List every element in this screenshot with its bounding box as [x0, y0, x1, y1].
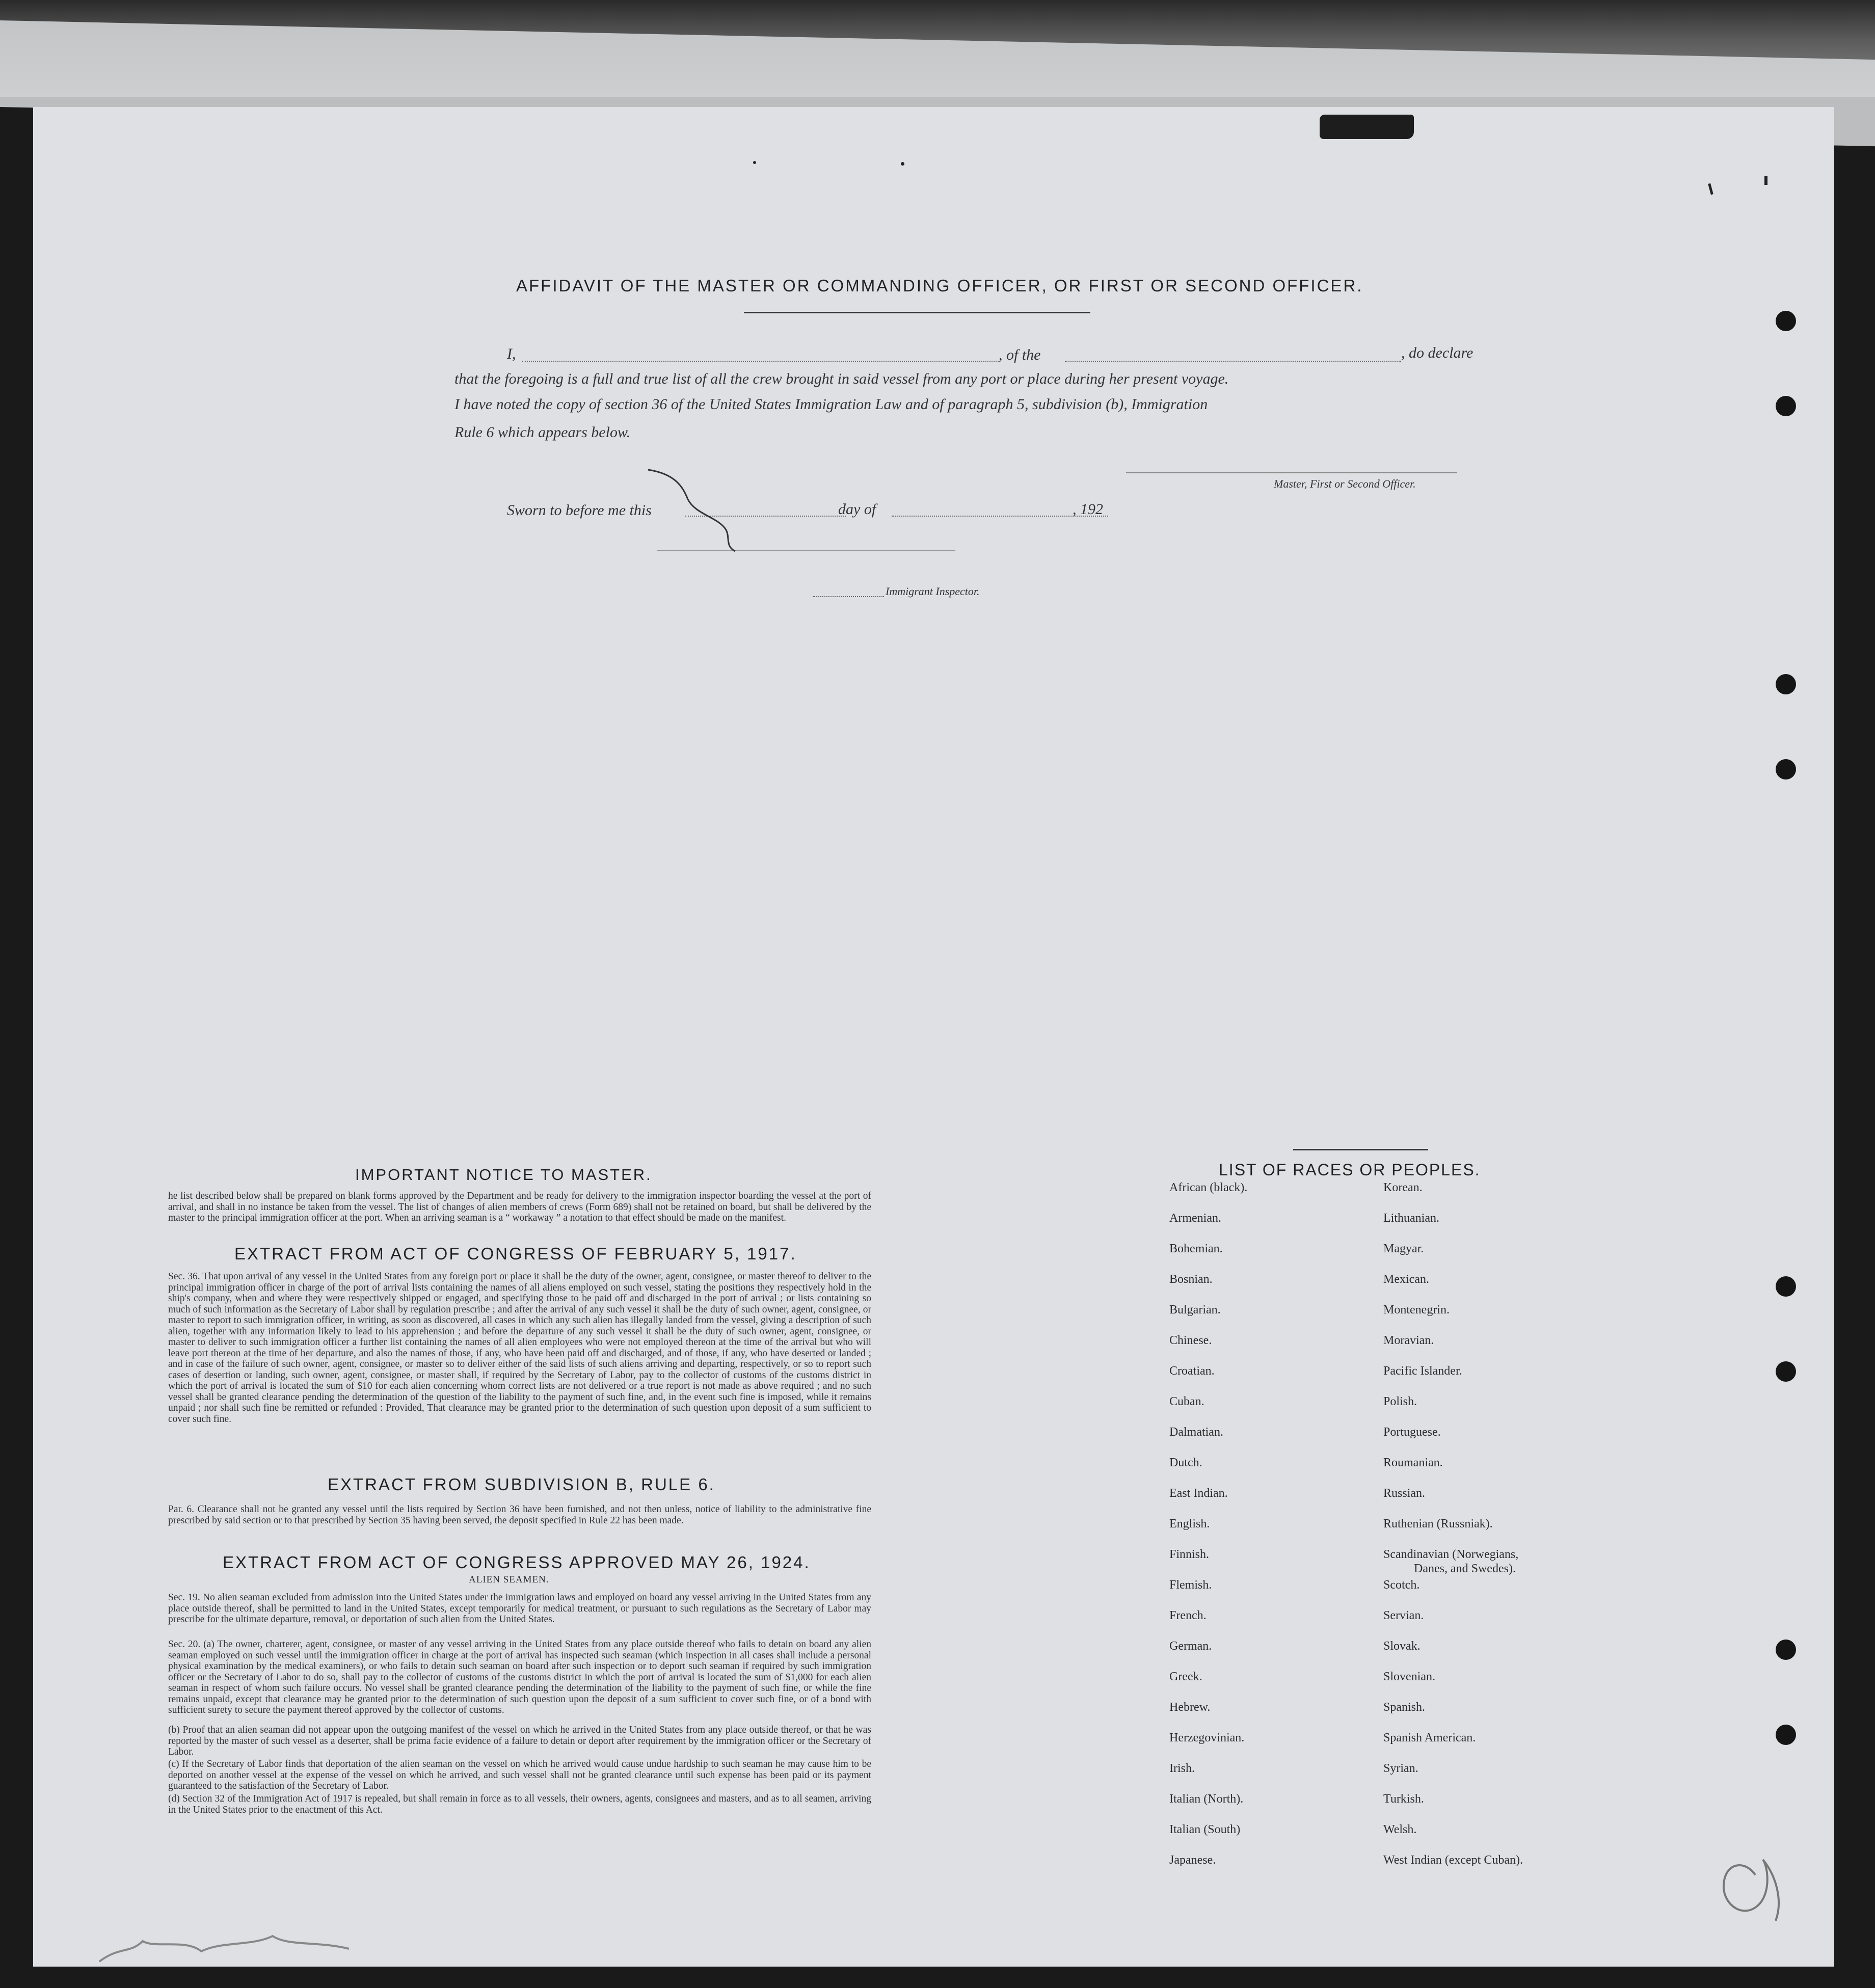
race-item: Greek. — [1169, 1670, 1202, 1683]
affiant-label: I, — [507, 345, 516, 362]
race-item: West Indian (except Cuban). — [1383, 1853, 1523, 1867]
race-item: Scandinavian (Norwegians, — [1383, 1548, 1519, 1561]
race-item: Slovak. — [1383, 1640, 1421, 1653]
race-item: Korean. — [1383, 1181, 1423, 1194]
declare-label: , do declare — [1401, 344, 1474, 361]
race-item: Magyar. — [1383, 1242, 1424, 1255]
subdivision-b-text: Par. 6. Clearance shall not be granted any vessel until the lists required by Section 36 have been furnished, and not then unless, notice of liability to the administrative fine prescribed by said section or to that prescribed by Section 35 having been served, the deposit specified in Rule 22 has been made. — [168, 1504, 871, 1526]
race-item: Croatian. — [1169, 1364, 1215, 1378]
sec-20d-text: (d) Section 32 of the Immigration Act of 1917 is repealed, but shall remain in force as to all vessels, their owners, agents, consignees and masters, and as to all seamen, arriving in the United States prior to the enactment of this Act. — [168, 1793, 871, 1815]
race-item: Spanish American. — [1383, 1731, 1476, 1744]
race-item: Cuban. — [1169, 1395, 1204, 1408]
race-item: Ruthenian (Russniak). — [1383, 1517, 1493, 1530]
race-item: African (black). — [1169, 1181, 1248, 1194]
master-signature-label: Master, First or Second Officer. — [1274, 477, 1416, 490]
race-item: Syrian. — [1383, 1762, 1418, 1775]
affidavit-title: AFFIDAVIT OF THE MASTER OR COMMANDING OFFICER, OR FIRST OR SECOND OFFICER. — [516, 276, 1363, 295]
race-item: Pacific Islander. — [1383, 1364, 1462, 1378]
race-item: Bohemian. — [1169, 1242, 1223, 1255]
race-item: Portuguese. — [1383, 1426, 1441, 1439]
subdivision-b-title: EXTRACT FROM SUBDIVISION B, RULE 6. — [328, 1475, 715, 1494]
vessel-label: , of the — [999, 346, 1041, 363]
race-item: Servian. — [1383, 1609, 1424, 1622]
affidavit-line-4: Rule 6 which appears below. — [454, 424, 631, 441]
affidavit-line-2: that the foregoing is a full and true list of all the crew brought in said vessel from any port or place during her present voyage. — [454, 370, 1229, 387]
race-item: Slovenian. — [1383, 1670, 1435, 1683]
sworn-label: Sworn to before me this — [507, 502, 652, 519]
race-item: Finnish. — [1169, 1548, 1210, 1561]
race-item: Roumanian. — [1383, 1456, 1443, 1469]
race-item: Dalmatian. — [1169, 1426, 1223, 1439]
race-item: Russian. — [1383, 1487, 1426, 1500]
race-item: Mexican. — [1383, 1273, 1429, 1286]
inspector-label: Immigrant Inspector. — [886, 585, 980, 598]
race-item: English. — [1169, 1517, 1210, 1530]
race-item: Montenegrin. — [1383, 1303, 1450, 1317]
sec-19-text: Sec. 19. No alien seaman excluded from admission into the United States under the immigration laws and employed on board any vessel arriving in the United States from any place outside thereof, shall be permitted to land in the United States, except temporarily for medical treatment, or pursuant to such regulations as the Secretary of Labor may prescribe for the ultimate departure, removal, or deportation of such alien from the United States. — [168, 1592, 871, 1625]
extract-1924-title: EXTRACT FROM ACT OF CONGRESS APPROVED MAY 26, 1924. — [223, 1553, 811, 1572]
race-item: Hebrew. — [1169, 1701, 1211, 1714]
race-item: Polish. — [1383, 1395, 1417, 1408]
race-item: Moravian. — [1383, 1334, 1434, 1347]
extract-1917-title: EXTRACT FROM ACT OF CONGRESS OF FEBRUARY 5, 1917. — [234, 1244, 797, 1263]
race-item: Irish. — [1169, 1762, 1195, 1775]
year-label: , 192 — [1073, 501, 1103, 518]
race-item: Italian (North). — [1169, 1792, 1244, 1806]
day-of-label: day of — [838, 501, 876, 518]
race-item: Welsh. — [1383, 1823, 1417, 1836]
affidavit-line-3: I have noted the copy of section 36 of the United States Immigration Law and of paragraph 5, subdivision (b), Immigration — [454, 396, 1208, 413]
race-item: Japanese. — [1169, 1853, 1216, 1867]
race-scandinavian-continued: Danes, and Swedes). — [1414, 1562, 1516, 1575]
document-page — [33, 107, 1834, 1967]
race-item: Spanish. — [1383, 1701, 1426, 1714]
sec-20b-text: (b) Proof that an alien seaman did not appear upon the outgoing manifest of the vessel on which he arrived in the United States from any place outside thereof, or that he was reported by the master of such vessel as a deserter, shall be prima facie evidence of a failure to detain or deport after requirement by the immigration officer or the Secretary of Labor. — [168, 1725, 871, 1757]
sec-20a-text: Sec. 20. (a) The owner, charterer, agent, consignee, or master of any vessel arriving in the United States from any place outside thereof who fails to detain on board any alien seaman employed on such vessel until the immigration officer in charge at the port of arrival has inspected such seaman (which inspection in all cases shall include a personal physical examination by the medical examiners), or who fails to detain such seaman on board after such inspection or to deport such seaman if required by such immigration officer or the Secretary of Labor to do so, shall pay to the collector of customs of the customs district in which the port of arrival is located the sum of $1,000 for each alien seaman in respect of whom such failure occurs. No vessel shall be granted clearance pending the determination of the liability to the payment of such fine, or while the fine remains unpaid, except that clearance may be granted prior to the determination of such question upon the deposit of a sum sufficient to cover such fine, or of a bond with sufficient surety to secure the payment thereof approved by the collector of customs. — [168, 1639, 871, 1715]
races-title: LIST OF RACES OR PEOPLES. — [1219, 1161, 1481, 1179]
margin-scribble — [33, 107, 1834, 1967]
race-item: Scotch. — [1383, 1578, 1420, 1592]
race-item: Dutch. — [1169, 1456, 1202, 1469]
alien-seamen-subtitle: ALIEN SEAMEN. — [469, 1574, 549, 1585]
race-item: French. — [1169, 1609, 1207, 1622]
notice-title: IMPORTANT NOTICE TO MASTER. — [355, 1166, 652, 1184]
race-item: Turkish. — [1383, 1792, 1424, 1806]
race-item: Armenian. — [1169, 1212, 1221, 1225]
race-item: Italian (South) — [1169, 1823, 1241, 1836]
race-item: Lithuanian. — [1383, 1212, 1439, 1225]
race-item: East Indian. — [1169, 1487, 1228, 1500]
race-item: Bulgarian. — [1169, 1303, 1221, 1317]
race-item: Bosnian. — [1169, 1273, 1213, 1286]
race-item: Flemish. — [1169, 1578, 1212, 1592]
extract-1917-text: Sec. 36. That upon arrival of any vessel in the United States from any foreign port or place it shall be the duty of the owner, agent, consignee, or master thereof to deliver to the principal immigration officer in charge of the port of arrival lists containing the names of all aliens employed on such vessel, stating the positions they respectively hold in the ship's company, when and where they were respectively shipped or engaged, and specifying those to be paid off and discharged in the port of arrival ; or lists containing so much of such information as the Secretary of Labor shall by regulation prescribe ; and after the arrival of any such vessel it shall be the duty of such owner, agent, consignee, or master to report to such immigration officer, in writing, as soon as discovered, all cases in which any such alien has illegally landed from the vessel, giving a description of such alien, together with any information likely to lead to his apprehension ; and before the departure of any such vessel it shall be the duty of such owner, agent, consignee, or master to deliver to such immigration officer a further list containing the names of all alien employees who were not employed thereon at the time of the arrival but who will leave port thereon at the time of her departure, and also the names of those, if any, who have been paid off and discharged, and of those, if any, who have deserted or landed ; and in case of the failure of such owner, agent, consignee, or master so to deliver either of the said lists of such aliens arriving and departing, respectively, or so to report such cases of desertion or landing, such owner, agent, consignee, or master shall, if required by the Secretary of Labor, pay to the collector of customs of the customs district in which the port of arrival is located the sum of $10 for each alien concerning whom correct lists are not delivered or a true report is not made as above required ; and no such vessel shall be granted clearance pending the determination of the question of the liability to the payment of such fine, and, in the event such fine is imposed, while it remains unpaid ; nor shall such fine be remitted or refunded : Provided, That clearance may be granted prior to the determination of such question upon deposit of a sum sufficient to cover such fine. — [168, 1271, 871, 1425]
race-item: German. — [1169, 1640, 1212, 1653]
race-item: Chinese. — [1169, 1334, 1212, 1347]
sec-20c-text: (c) If the Secretary of Labor finds that deportation of the alien seaman on the vessel on which he arrived would cause undue hardship to such seaman he may cause him to be deported on another vessel at the expense of the vessel on which he arrived, and such vessel shall not be granted clearance until such expense has been paid or its payment guaranteed to the satisfaction of the Secretary of Labor. — [168, 1759, 871, 1791]
race-item: Herzegovinian. — [1169, 1731, 1245, 1744]
notice-text: he list described below shall be prepared on blank forms approved by the Department and be ready for delivery to the immigration inspector boarding the vessel at the port of arrival, and shall in no instance be taken from the vessel. The list of changes of alien members of crews (Form 689) shall not be retained on board, but shall be delivered by the master to the principal immigration officer at the port. When an arriving seaman is a “ workaway ” a notation to that effect should be made on the manifest. — [168, 1191, 871, 1223]
